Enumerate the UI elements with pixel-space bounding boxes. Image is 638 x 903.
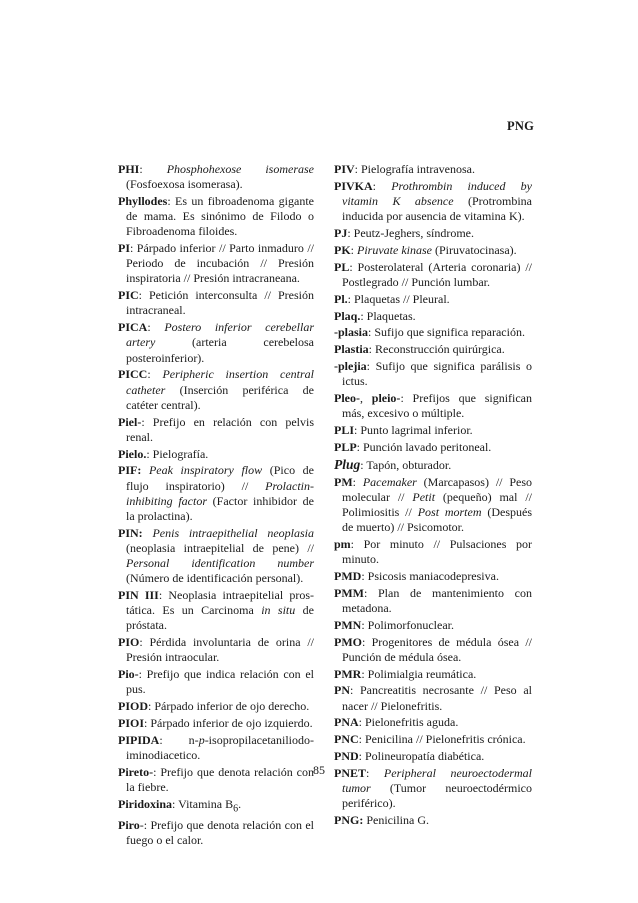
dictionary-entry (334, 243, 532, 258)
entry-definition: : Prefijos que significan más, excesivo o múltiple. (342, 391, 533, 421)
entry-definition: (Marcapasos) // Peso molecular // (342, 474, 532, 504)
entry-definition: : Pancreatitis necrosante // Peso al nacer // Pielonefritis. (342, 683, 532, 713)
entry-definition: : Sufijo que significa reparación. (368, 325, 525, 340)
entry-term: Plaq. (334, 308, 361, 323)
entry-term: Pleo- (334, 391, 360, 406)
entry-definition: , (360, 391, 372, 406)
entry-term: -plejia (334, 359, 367, 374)
entry-definition: : Plaquetas. (360, 308, 416, 323)
entry-definition: : Peutz-Jeghers, síndrome. (347, 226, 474, 240)
entry-foreign-term: Phosphohexose isomerase (166, 162, 314, 176)
entry-definition: (Número de identificación personal). (126, 571, 304, 586)
entry-definition: : Párpado inferior // Parto inmaduro // Periodo de incubación // Presión inspiratoria // Presión intracraneana. (126, 241, 314, 286)
entry-definition: : (139, 162, 167, 176)
entry-foreign-term: Peripheral neuroectodermal tumor (342, 765, 532, 796)
dictionary-entry (118, 415, 314, 445)
left-column (118, 162, 314, 850)
page-number: 85 (313, 763, 325, 777)
entry-definition: (Piruvatocinasa). (432, 242, 517, 257)
dictionary-entry (334, 162, 532, 177)
entry-term: Pio- (118, 667, 139, 682)
dictionary-entry (118, 526, 314, 587)
dictionary-entry (118, 716, 314, 731)
entry-definition: (Fosfoexosa isomerasa). (126, 177, 243, 192)
dictionary-entry (118, 818, 314, 848)
entry-definition: pleio- (371, 391, 401, 406)
dictionary-entry (118, 733, 314, 763)
entry-term: Pielo. (118, 446, 147, 461)
entry-term: PK (334, 242, 351, 257)
right-column (334, 162, 532, 830)
entry-definition: (arteria cerebelosa posteroinferior). (126, 335, 314, 365)
dictionary-entry (118, 699, 314, 714)
entry-definition: : (366, 765, 384, 780)
entry-definition: . (238, 796, 242, 811)
entry-definition: (pequeño) mal // Polimiositis // (342, 489, 532, 519)
dictionary-entry (118, 241, 314, 286)
dictionary-entry (334, 423, 532, 438)
entry-term: PN (334, 683, 350, 698)
entry-definition: (Después de muerto) // Psicomotor. (342, 504, 532, 535)
entry-foreign-term: Peak inspiratory flow (148, 463, 263, 478)
dictionary-entry (334, 260, 532, 290)
entry-definition: : Penicilina // Pielonefritis crónica. (358, 732, 526, 747)
entry-definition: : (147, 320, 165, 335)
entry-term: PMM (334, 585, 364, 600)
entry-definition: : (147, 367, 163, 382)
entry-term: PICC (118, 367, 148, 382)
entry-term: PICA (118, 320, 148, 335)
dictionary-entry (334, 475, 532, 536)
entry-term: PHI (118, 162, 140, 176)
entry-foreign-term: Personal identification number (126, 556, 314, 571)
entry-term: PLP (334, 439, 357, 454)
entry-term: PIVKA (334, 178, 373, 193)
dictionary-entry (334, 440, 532, 455)
dictionary-entry (334, 813, 532, 828)
entry-definition (141, 463, 149, 477)
entry-foreign-term: p (198, 732, 205, 747)
entry-term: Plastia (334, 342, 369, 357)
entry-definition: : Vitamina B (172, 796, 234, 811)
entry-term: PIOI (118, 716, 145, 731)
entry-definition: : Polineuropatía diabética. (358, 749, 485, 764)
entry-foreign-term: Peripheric insertion central catheter (126, 367, 314, 397)
entry-definition: : Posterolateral (Arteria coronaria) // Postlegrado // Punción lumbar. (342, 259, 532, 289)
entry-term: PND (334, 749, 359, 764)
entry-definition: : (350, 242, 358, 257)
entry-definition: (Protrombina inducida por ausencia de vitamina K). (342, 194, 532, 224)
entry-definition: : Pielonefritis aguda. (358, 715, 459, 730)
entry-term: PNET (334, 765, 367, 780)
entry-definition: : Tapón, obturador. (360, 457, 452, 472)
dictionary-entry (334, 226, 532, 241)
dictionary-entry (334, 569, 532, 584)
entry-definition: : Punción lavado peritoneal. (356, 439, 492, 454)
entry-definition (143, 526, 153, 540)
entry-foreign-term: Post mortem (417, 504, 482, 519)
entry-definition: Penicilina G. (363, 813, 429, 828)
entry-term: PMD (334, 568, 362, 583)
entry-definition: : Pielografía intravenosa. (354, 162, 475, 176)
entry-foreign-term: Prothrombin induced by vitamin K absence (342, 178, 532, 208)
entry-definition: de próstata. (126, 603, 315, 633)
entry-definition: -isopropilacetaniliodoiminodiacetico. (126, 732, 314, 763)
dictionary-entry (334, 342, 532, 357)
dictionary-entry (334, 292, 532, 307)
entry-term: -plasia (334, 325, 369, 340)
entry-definition: : Polimialgia reumática. (361, 666, 477, 681)
entry-definition: -: Prefijo que denota relación con el fuego o el calor. (126, 818, 314, 848)
entry-definition: : Párpado inferior de ojo izquierdo. (144, 716, 313, 731)
entry-definition: : Psicosis maniacodepresiva. (361, 568, 499, 583)
entry-definition: : Prefijo en relación con pelvis renal. (126, 414, 314, 444)
entry-term: PL (334, 259, 350, 274)
dictionary-entry (334, 715, 532, 730)
entry-definition: (Pico de flujo inspiratorio) // (126, 463, 315, 493)
entry-term: PIC (118, 288, 139, 303)
dictionary-entry (334, 457, 532, 473)
dictionary-entry (334, 667, 532, 682)
entry-term: Pl. (334, 291, 348, 306)
entry-term: PNA (334, 715, 359, 730)
entry-term: PMR (334, 666, 362, 681)
entry-definition: : Sufijo que significa parálisis o ictus. (342, 359, 532, 389)
entry-definition: : Neoplasia intraepitelial prostática. Es un Carcinoma (126, 588, 314, 618)
entry-term: PI (118, 241, 130, 256)
entry-term: Phyllodes (118, 194, 168, 208)
entry-definition: : Progenitores de médula ósea // Punción de médula ósea. (342, 634, 532, 664)
dictionary-entry (334, 586, 532, 616)
entry-definition: : (372, 178, 392, 193)
entry-definition: : Plaquetas // Pleural. (347, 291, 450, 306)
dictionary-entry (334, 749, 532, 764)
dictionary-entry (334, 635, 532, 665)
entry-term: PNC (334, 732, 359, 747)
entry-term: PMN (334, 617, 362, 632)
entry-definition: : Por minuto // Pulsaciones por minuto. (342, 536, 532, 567)
running-head: PNG (507, 119, 534, 133)
entry-definition: : Párpado inferior de ojo derecho. (148, 699, 310, 714)
entry-term: PMO (334, 634, 362, 649)
dictionary-entry (334, 537, 532, 567)
dictionary-entry (118, 162, 314, 192)
entry-definition: (Factor inhibidor de la prolactina). (126, 493, 314, 523)
dictionary-entry (334, 683, 532, 713)
entry-term: pm (334, 536, 351, 551)
dictionary-entry (118, 667, 314, 697)
entry-term: Piridoxina (118, 796, 173, 811)
entry-term: Pireto- (118, 764, 154, 779)
entry-definition: (neoplasia intraepitelial de pene) // (126, 540, 314, 555)
dictionary-entry (118, 463, 314, 524)
dictionary-entry (118, 588, 314, 633)
entry-term: PIO (118, 635, 140, 650)
entry-definition: : Prefijo que denota relación con la fiebre. (126, 764, 314, 795)
dictionary-entry (334, 179, 532, 224)
entry-term: Plug (334, 456, 361, 472)
entry-term: PIPIDA (118, 732, 160, 747)
entry-term: PIN: (118, 525, 143, 540)
dictionary-entry (118, 447, 314, 462)
entry-definition: : (352, 474, 363, 489)
entry-definition: : Polimorfonuclear. (361, 617, 454, 632)
dictionary-entry (118, 635, 314, 665)
entry-foreign-term: Petit (412, 489, 436, 504)
entry-term: Piro (118, 818, 140, 833)
entry-term: PLI (334, 423, 355, 438)
entry-definition: : Reconstrucción quirúrgica. (368, 342, 505, 357)
entry-foreign-term: Penis intraepithelial neoplasia (152, 525, 314, 540)
entry-term: Piel- (118, 414, 142, 429)
entry-foreign-term: Piruvate kinase (357, 242, 432, 257)
entry-definition: : Petición interconsulta // Presión intracraneal. (126, 288, 314, 318)
entry-foreign-term: Prolactin-inhibiting factor (126, 478, 314, 508)
entry-definition: (Inserción periférica de catéter central). (126, 382, 314, 412)
dictionary-entry (334, 325, 532, 340)
dictionary-entry (334, 618, 532, 633)
dictionary-entry (118, 797, 314, 817)
dictionary-entry (118, 288, 314, 318)
entry-term: PIF: (118, 463, 142, 478)
entry-term: PM (334, 474, 353, 489)
entry-term: PNG: (334, 813, 364, 828)
dictionary-entry (334, 391, 532, 421)
entry-definition: : Prefijo que indica relación con el pus. (126, 667, 314, 697)
entry-definition: : Pielografía. (146, 446, 209, 461)
entry-definition: : Plan de mantenimiento con metadona. (342, 585, 532, 615)
entry-foreign-term: in situ (261, 603, 296, 618)
entry-definition: : n- (159, 732, 199, 747)
dictionary-entry (334, 359, 532, 389)
dictionary-entry (118, 320, 314, 365)
entry-term: PJ (334, 226, 348, 240)
dictionary-entry (118, 367, 314, 412)
entry-term: PIV (334, 162, 355, 176)
entry-term: PIOD (118, 699, 148, 714)
entry-term: PIN III (118, 588, 159, 603)
dictionary-entry (334, 732, 532, 747)
dictionary-entry (118, 194, 314, 239)
dictionary-entry (334, 309, 532, 324)
entry-foreign-term: Pacemaker (362, 474, 417, 489)
entry-definition: (Tumor neuroectodérmico periférico). (342, 781, 532, 811)
entry-definition: : Punto lagrimal inferior. (354, 423, 473, 438)
entry-definition: 6 (233, 803, 239, 815)
entry-definition: : Es un fibroadenoma gigante de mama. Es sinónimo de Filodo o Fibroadenoma filoides. (126, 194, 314, 239)
entry-foreign-term: Postero inferior cerebellar artery (126, 320, 314, 350)
entry-definition: : Pérdida involuntaria de orina // Presión intraocular. (126, 635, 314, 665)
